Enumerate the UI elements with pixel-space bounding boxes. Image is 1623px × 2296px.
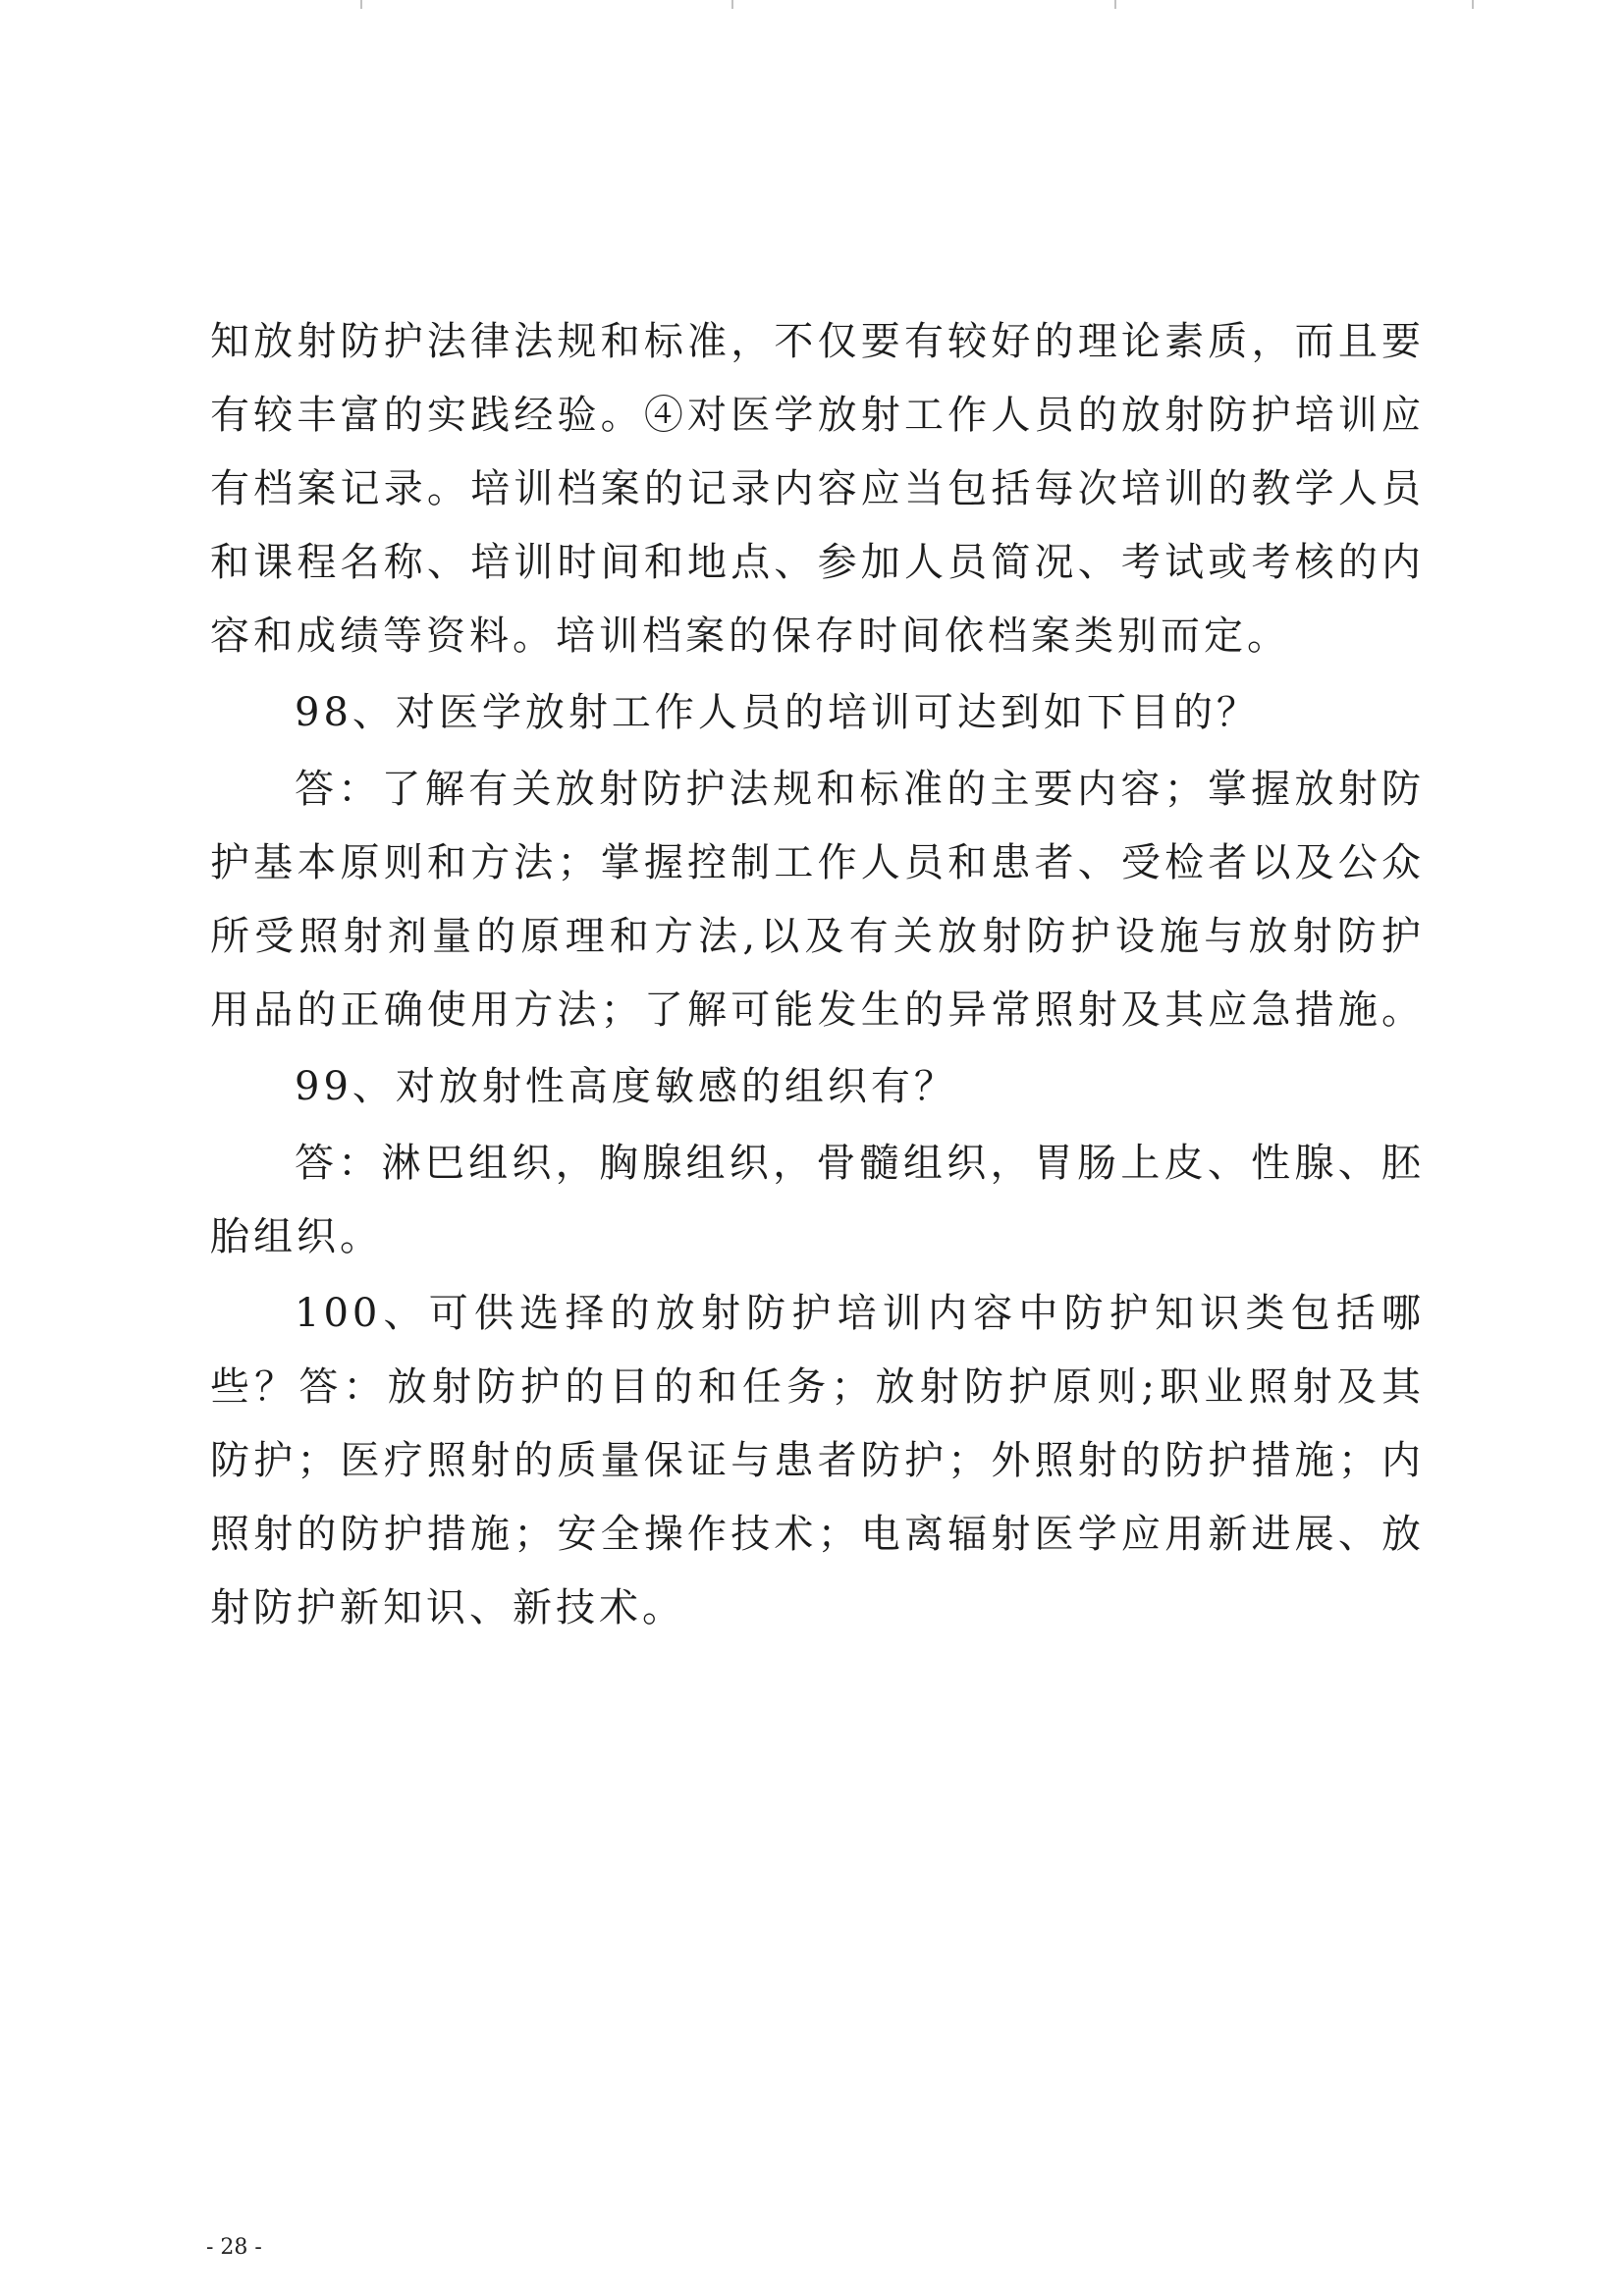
scan-mark — [360, 0, 362, 9]
answer-line: 射防护新知识、新技术。 — [210, 1585, 685, 1630]
answer-line: 用品的正确使用方法；了解可能发生的异常照射及其应急措施。 — [210, 988, 1425, 1033]
question-line: 98、对医学放射工作人员的培训可达到如下目的？ — [295, 690, 1260, 735]
answer-line: 护基本原则和方法；掌握控制工作人员和患者、受检者以及公众 — [210, 840, 1425, 885]
scan-mark — [731, 0, 733, 9]
text-line: 和课程名称、培训时间和地点、参加人员简况、考试或考核的内 — [210, 540, 1425, 585]
answer-98 — [210, 753, 1425, 1047]
answer-line: 些？答：放射防护的目的和任务；放射防护原则;职业照射及其 — [210, 1364, 1425, 1410]
question-line: 100、可供选择的放射防护培训内容中防护知识类包括哪 — [295, 1291, 1425, 1336]
scan-mark — [1114, 0, 1116, 9]
scan-mark — [1472, 0, 1474, 9]
text-line: 容和成绩等资料。培训档案的保存时间依档案类别而定。 — [210, 614, 1290, 659]
question-99 — [210, 1050, 1425, 1124]
question-answer-100 — [210, 1277, 1425, 1645]
question-line: 99、对放射性高度敏感的组织有？ — [295, 1064, 957, 1109]
answer-line: 所受照射剂量的原理和方法,以及有关放射防护设施与放射防护 — [210, 914, 1425, 959]
text-line: 知放射防护法律法规和标准，不仅要有较好的理论素质，而且要 — [210, 319, 1425, 364]
answer-line: 照射的防护措施；安全操作技术；电离辐射医学应用新进展、放 — [210, 1512, 1425, 1557]
answer-line: 答：了解有关放射防护法规和标准的主要内容；掌握放射防 — [295, 767, 1425, 812]
text-line: 有档案记录。培训档案的记录内容应当包括每次培训的教学人员 — [210, 466, 1425, 511]
answer-line: 胎组织。 — [210, 1214, 383, 1259]
answer-line: 答：淋巴组织，胸腺组织，骨髓组织，胃肠上皮、性腺、胚 — [295, 1141, 1425, 1186]
question-98 — [210, 676, 1425, 750]
answer-line: 防护；医疗照射的质量保证与患者防护；外照射的防护措施；内 — [210, 1438, 1425, 1483]
text-line: 有较丰富的实践经验。④对医学放射工作人员的放射防护培训应 — [210, 393, 1425, 438]
document-body — [210, 305, 1425, 1645]
page-number: - 28 - — [206, 2235, 262, 2260]
paragraph-continuation — [210, 305, 1425, 673]
answer-99 — [210, 1127, 1425, 1274]
